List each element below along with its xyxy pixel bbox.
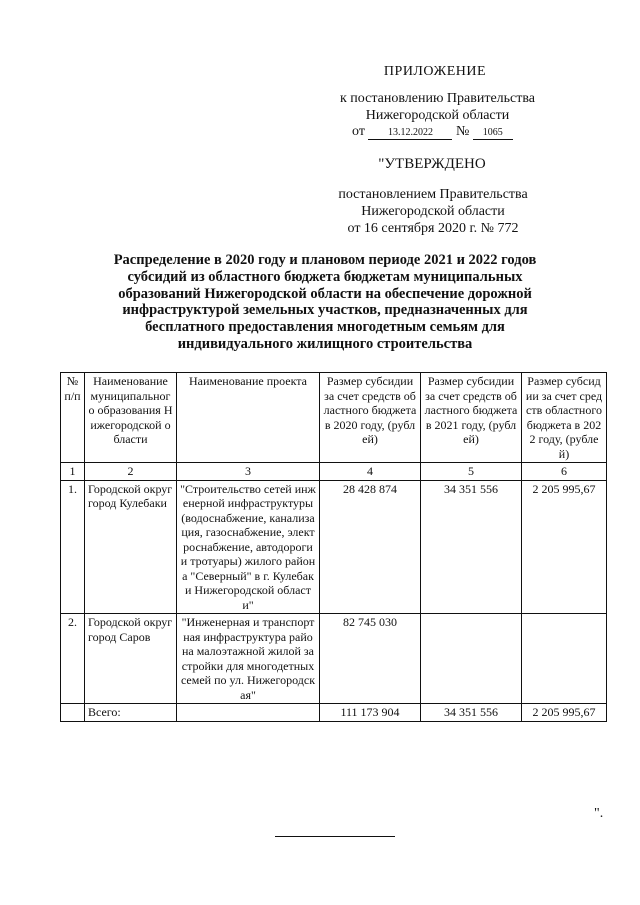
number-sign: №	[455, 124, 470, 139]
header-2021: Размер субсидии за счет средств областного бюджета в 2021 году, (рублей)	[421, 373, 522, 463]
header-2020: Размер субсидии за счет средств областного бюджета в 2020 году, (рублей)	[320, 373, 421, 463]
closing-quote-mark: ".	[594, 806, 604, 821]
row-project: "Инженерная и транспортная инфраструктура района малоэтажной жилой застройки для многодетных семей по ул. Нижегородская"	[177, 614, 320, 704]
row-number: 2.	[61, 614, 85, 704]
row-amount-2021	[421, 614, 522, 704]
row-municipality: Городской округ город Саров	[85, 614, 177, 704]
appendix-reference	[320, 90, 555, 124]
appendix-line-1: к постановлению Правительства	[339, 91, 536, 106]
bottom-separator-line	[275, 836, 395, 837]
header-project: Наименование проекта	[177, 373, 320, 463]
document-title: Распределение в 2020 году и плановом периоде 2021 и 2022 годов субсидий из областного бюджета бюджетам муниципальных образований Нижегородской области на обеспечение дорожной инфраструктурой земельных участков, предназначенных для бесплатного предоставления многодетным семьям для индивидуального жилищного строительства	[113, 252, 537, 352]
row-amount-2020: 82 745 030	[320, 614, 421, 704]
total-amount-2021: 34 351 556	[421, 704, 522, 722]
column-number: 6	[522, 463, 607, 481]
row-amount-2020: 28 428 874	[320, 480, 421, 614]
decree-date: 13.12.2022	[368, 127, 452, 140]
approved-reference	[328, 186, 538, 237]
column-number: 2	[85, 463, 177, 481]
approved-line-1: постановлением Правительства	[338, 187, 528, 202]
table-row	[61, 614, 607, 704]
table-header-row	[61, 373, 607, 463]
row-amount-2022: 2 205 995,67	[522, 480, 607, 614]
header-number: № п/п	[61, 373, 85, 463]
approved-line-2: Нижегородской области	[361, 204, 505, 219]
date-prefix: от	[352, 124, 365, 139]
row-amount-2022	[522, 614, 607, 704]
row-municipality: Городской округ город Кулебаки	[85, 480, 177, 614]
subsidy-table	[60, 372, 607, 722]
column-number: 3	[177, 463, 320, 481]
column-number-row	[61, 463, 607, 481]
decree-number: 1065	[473, 127, 513, 140]
approved-line-3: от 16 сентября 2020 г. № 772	[347, 221, 519, 236]
header-2022: Размер субсидии за счет средств областного бюджета в 2022 году, (рублей)	[522, 373, 607, 463]
table-row	[61, 480, 607, 614]
total-row	[61, 704, 607, 722]
total-amount-2020: 111 173 904	[320, 704, 421, 722]
column-number: 4	[320, 463, 421, 481]
column-number: 5	[421, 463, 522, 481]
total-empty-cell	[177, 704, 320, 722]
decree-date-row	[352, 124, 513, 140]
column-number: 1	[61, 463, 85, 481]
row-amount-2021: 34 351 556	[421, 480, 522, 614]
appendix-title: ПРИЛОЖЕНИЕ	[383, 64, 487, 79]
row-number: 1.	[61, 480, 85, 614]
appendix-line-2: Нижегородской области	[365, 108, 510, 123]
total-label: Всего:	[85, 704, 177, 722]
header-municipality: Наименование муниципального образования Нижегородской области	[85, 373, 177, 463]
total-amount-2022: 2 205 995,67	[522, 704, 607, 722]
row-project: "Строительство сетей инженерной инфраструктуры (водоснабжение, канализация, газоснабжение, электроснабжение, автодороги и тротуары) жилого района "Северный" в г. Кулебаки Нижегородской области"	[177, 480, 320, 614]
total-empty-cell	[61, 704, 85, 722]
approved-title: "УТВЕРЖДЕНО	[378, 156, 486, 172]
